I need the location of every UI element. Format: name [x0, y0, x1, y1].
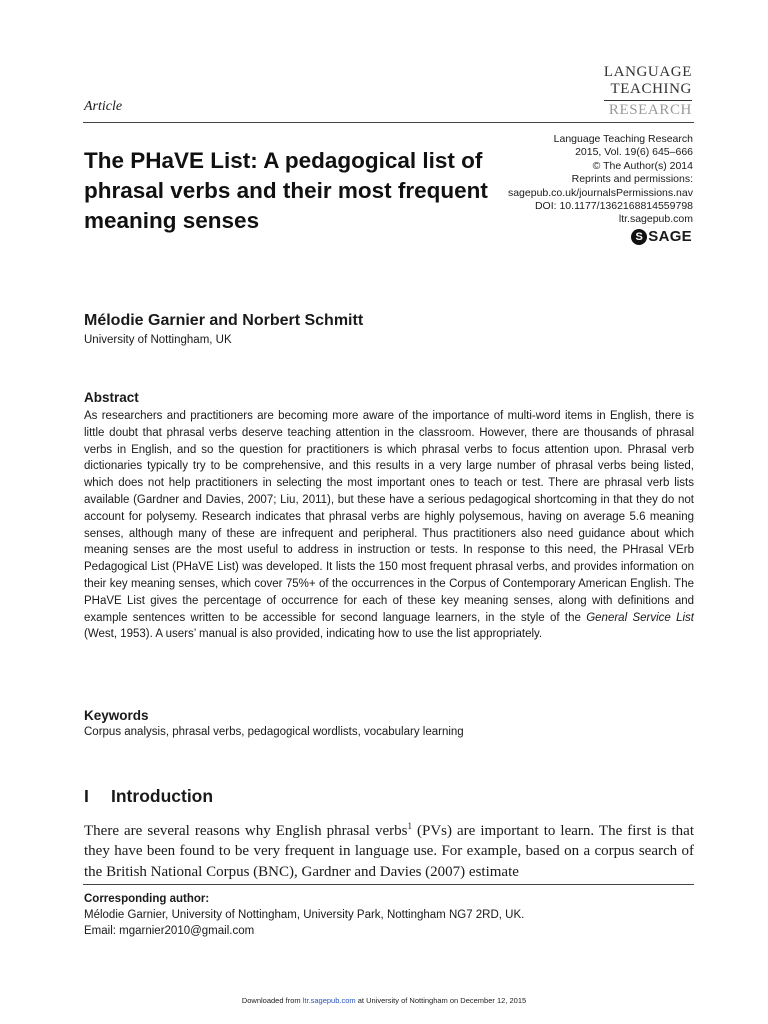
article-type-label: Article [84, 99, 123, 114]
copyright: © The Author(s) 2014 [592, 159, 693, 172]
sage-logo [631, 228, 692, 245]
volume-info: 2015, Vol. 19(6) 645–666 [575, 146, 693, 159]
intro-text-start: There are several reasons why English phrasal verbs [84, 823, 408, 839]
journal-logo-line3: RESEARCH [604, 100, 692, 119]
intro-text-rest: (PVs) are important to learn. The first is that they have been found to be very frequent in language use. For example, based on a corpus search of the British National Corpus (BNC), Gardner and Davies (2007) estimate [84, 823, 694, 880]
journal-name: Language Teaching Research [553, 133, 693, 145]
paper-title: The PHaVE List: A pedagogical list of phrasal verbs and their most frequent meaning senses [84, 148, 488, 233]
abstract-italic-reference: General Service List [586, 611, 694, 624]
doi[interactable]: DOI: 10.1177/1362168814559798 [534, 200, 693, 213]
section-heading [84, 786, 213, 807]
journal-site-link[interactable]: ltr.sagepub.com [618, 213, 693, 226]
footnote-marker[interactable]: 1 [407, 821, 412, 831]
download-prefix: Downloaded from [241, 996, 301, 1005]
abstract-heading: Abstract [84, 390, 139, 405]
header-divider [83, 122, 694, 123]
corresponding-author-email: Email: mgarnier2010@gmail.com [84, 925, 255, 937]
affiliation: University of Nottingham, UK [84, 334, 232, 346]
corresponding-author-address: Mélodie Garnier, University of Nottingham, University Park, Nottingham NG7 2RD, UK. [84, 909, 525, 921]
download-suffix: at University of Nottingham on December 12, 2015 [357, 996, 527, 1005]
permissions-link[interactable]: sagepub.co.uk/journalsPermissions.nav [507, 186, 693, 199]
abstract-main-text: As researchers and practitioners are becoming more aware of the importance of multi-word items in English, there is little doubt that phrasal verbs deserve teaching attention in the classroom. However, there are thousands of phrasal verbs in English, and so the question for practitioners is which phrasal verbs to focus attention upon. Phrasal verb dictionaries typically try to be comprehensive, and this results in a very large number of phrasal verbs being listed, which does not help practitioners in selecting the most important ones to teach or test. There are phrasal verb lists available (Gardner and Davies, 2007; Liu, 2011), but these have a serious pedagogical shortcoming in that they do not account for polysemy. Research indicates that phrasal verbs are highly polysemous, having on average 5.6 meaning senses, although many of these are infrequent and peripheral. Thus practitioners also need guidance about which meaning senses are the most useful to address in instruction or tests. In response to this need, the PHrasal VErb Pedagogical List (PHaVE List) was developed. It lists the 150 most frequent phrasal verbs, and provides information on their key meaning senses, which cover 75%+ of the occurrences in the Corpus of Contemporary American English. The PHaVE List gives the percentage of occurrence for each of these key meaning senses, along with definitions and example sentences written to be accessible for second language learners, in the style of the [84, 410, 694, 624]
section-number: I [84, 786, 89, 806]
download-link[interactable]: ltr.sagepub.com [302, 996, 356, 1005]
abstract-text [84, 408, 694, 643]
section-title: Introduction [111, 786, 214, 806]
sage-logo-icon: S [631, 229, 647, 245]
sage-logo-text: SAGE [648, 228, 692, 245]
abstract-ending: (West, 1953). A users’ manual is also provided, indicating how to use the list appropriately. [84, 628, 543, 641]
journal-logo-line1: LANGUAGE [603, 64, 692, 80]
keywords-list: Corpus analysis, phrasal verbs, pedagogical wordlists, vocabulary learning [84, 726, 464, 738]
keywords-heading: Keywords [84, 708, 149, 723]
publication-info [508, 133, 693, 227]
journal-logo [604, 64, 692, 119]
introduction-text [84, 816, 694, 882]
footnote-divider [83, 884, 694, 885]
journal-logo-line2: TEACHING [610, 81, 692, 97]
reprints-label: Reprints and permissions: [571, 173, 693, 186]
corresponding-author-heading: Corresponding author: [84, 893, 210, 905]
authors: Mélodie Garnier and Norbert Schmitt [84, 312, 364, 329]
download-note [0, 996, 768, 1005]
